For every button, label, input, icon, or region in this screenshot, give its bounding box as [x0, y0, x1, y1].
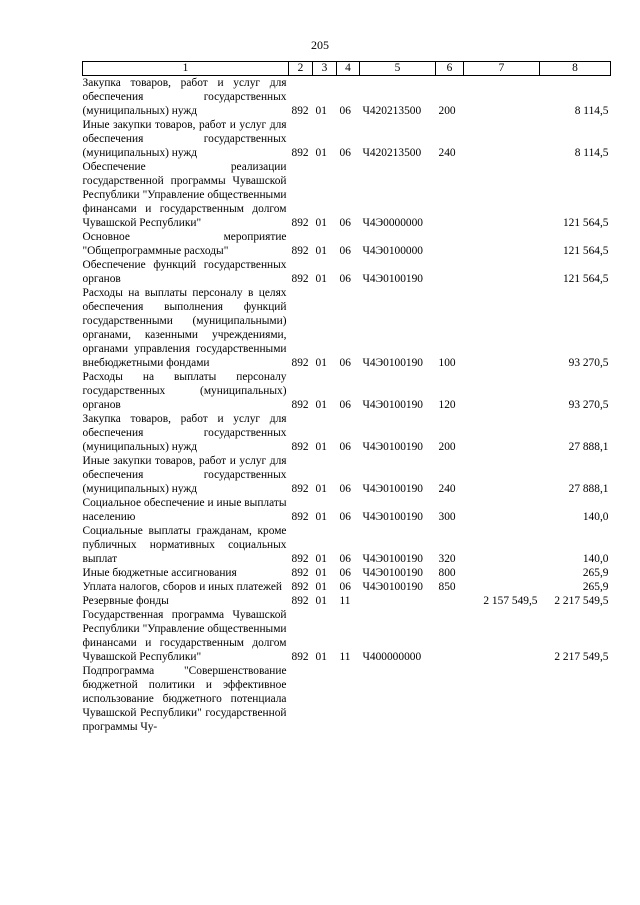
item-name: Расходы на выплаты персоналу государственных (муниципальных) органов [82, 371, 287, 411]
expense-type [436, 160, 464, 230]
expense-type: 800 [438, 567, 456, 579]
item-name: Социальные выплаты гражданам, кроме публичных нормативных социальных выплат [82, 525, 287, 565]
target-code: Ч420213500 [362, 147, 422, 159]
section-code: 01 [315, 651, 327, 663]
target-code: Ч400000000 [362, 651, 422, 663]
amount-col-7 [464, 258, 540, 286]
admin-code: 892 [291, 273, 309, 285]
header-row [83, 62, 611, 76]
item-name: Расходы на выплаты персоналу в целях обеспечения выполнения функций государственными (муниципальными) органами, казенными учреждениями, органами управления государственными внебюджетными фондами [82, 287, 287, 369]
subsection-code: 06 [339, 399, 351, 411]
target-code: Ч4Э0100000 [362, 245, 423, 257]
header-col-8: 8 [540, 62, 611, 76]
subsection-code: 11 [339, 651, 351, 663]
target-code: Ч4Э0000000 [362, 217, 423, 229]
amount-col-8: 2 217 549,5 [554, 595, 609, 607]
table-row [83, 496, 611, 524]
admin-code: 892 [291, 147, 309, 159]
budget-table [82, 61, 611, 734]
section-code: 01 [315, 273, 327, 285]
expense-type: 240 [438, 147, 456, 159]
subsection-code: 06 [339, 217, 351, 229]
amount-col-7 [464, 230, 540, 258]
subsection-code: 06 [339, 357, 351, 369]
amount-col-7 [464, 286, 540, 370]
admin-code: 892 [291, 595, 309, 607]
amount-col-7 [464, 454, 540, 496]
section-code: 01 [315, 553, 327, 565]
table-row [83, 594, 611, 608]
header-col-4: 4 [337, 62, 360, 76]
amount-col-7 [464, 76, 540, 119]
expense-type [436, 594, 464, 608]
target-code [360, 664, 436, 734]
admin-code: 892 [291, 511, 309, 523]
item-name: Иные закупки товаров, работ и услуг для обеспечения государственных (муниципальных) нужд [82, 455, 287, 495]
section-code: 01 [315, 483, 327, 495]
expense-type [436, 258, 464, 286]
admin-code: 892 [291, 483, 309, 495]
header-col-1: 1 [83, 62, 289, 76]
item-name: Уплата налогов, сборов и иных платежей [82, 581, 282, 593]
amount-col-8: 121 564,5 [562, 245, 609, 257]
expense-type: 240 [438, 483, 456, 495]
subsection-code: 06 [339, 567, 351, 579]
table-row [83, 454, 611, 496]
amount-col-8: 265,9 [582, 581, 609, 593]
table-row [83, 370, 611, 412]
target-code: Ч4Э0100190 [362, 567, 423, 579]
amount-col-7 [464, 118, 540, 160]
subsection-code: 06 [339, 441, 351, 453]
amount-col-7 [464, 580, 540, 594]
section-code: 01 [315, 399, 327, 411]
amount-col-8: 27 888,1 [568, 483, 609, 495]
amount-col-7 [464, 524, 540, 566]
header-col-2: 2 [289, 62, 313, 76]
amount-col-8: 2 217 549,5 [554, 651, 609, 663]
table-row [83, 580, 611, 594]
amount-col-7 [464, 370, 540, 412]
subsection-code: 06 [339, 511, 351, 523]
subsection-code: 06 [339, 245, 351, 257]
item-name: Основное мероприятие "Общепрограммные расходы" [82, 231, 287, 257]
amount-col-8: 27 888,1 [568, 441, 609, 453]
table-row [83, 524, 611, 566]
target-code: Ч4Э0100190 [362, 441, 423, 453]
item-name: Резервные фонды [82, 595, 169, 607]
section-code: 01 [315, 441, 327, 453]
item-name: Иные бюджетные ассигнования [82, 567, 237, 579]
amount-col-7 [464, 566, 540, 580]
expense-type [436, 230, 464, 258]
header-col-7: 7 [464, 62, 540, 76]
admin-code: 892 [291, 217, 309, 229]
target-code: Ч4Э0100190 [362, 399, 423, 411]
section-code: 01 [315, 511, 327, 523]
table-row [83, 76, 611, 119]
amount-col-7 [464, 608, 540, 664]
admin-code: 892 [291, 553, 309, 565]
amount-col-8: 8 114,5 [574, 147, 609, 159]
subsection-code: 06 [339, 553, 351, 565]
section-code: 01 [315, 105, 327, 117]
section-code: 01 [315, 581, 327, 593]
amount-col-7 [464, 160, 540, 230]
section-code: 01 [315, 567, 327, 579]
table-row [83, 258, 611, 286]
table-row [83, 118, 611, 160]
header-col-6: 6 [436, 62, 464, 76]
subsection-code: 11 [339, 595, 351, 607]
admin-code: 892 [291, 567, 309, 579]
target-code: Ч420213500 [362, 105, 422, 117]
item-name: Иные закупки товаров, работ и услуг для обеспечения государственных (муниципальных) нужд [82, 119, 287, 159]
expense-type [436, 608, 464, 664]
expense-type [436, 664, 464, 734]
expense-type: 850 [438, 581, 456, 593]
expense-type: 120 [438, 399, 456, 411]
admin-code: 892 [291, 581, 309, 593]
section-code [313, 664, 337, 734]
item-name: Закупка товаров, работ и услуг для обеспечения государственных (муниципальных) нужд [82, 77, 287, 117]
header-col-5: 5 [360, 62, 436, 76]
section-code: 01 [315, 245, 327, 257]
expense-type: 200 [438, 105, 456, 117]
table-row [83, 230, 611, 258]
table-row [83, 412, 611, 454]
amount-col-8 [540, 664, 611, 734]
table-row [83, 160, 611, 230]
table-body [83, 76, 611, 735]
target-code: Ч4Э0100190 [362, 273, 423, 285]
subsection-code: 06 [339, 273, 351, 285]
admin-code: 892 [291, 357, 309, 369]
target-code: Ч4Э0100190 [362, 357, 423, 369]
section-code: 01 [315, 595, 327, 607]
page-number: 205 [311, 38, 329, 52]
amount-col-7: 2 157 549,5 [483, 595, 538, 607]
item-name: Государственная программа Чувашской Республики "Управление общественными финансами и государственным долгом Чувашской Республики" [82, 609, 287, 663]
admin-code [289, 664, 313, 734]
amount-col-8: 265,9 [582, 567, 609, 579]
admin-code: 892 [291, 245, 309, 257]
amount-col-8: 8 114,5 [574, 105, 609, 117]
table-row [83, 608, 611, 664]
subsection-code: 06 [339, 581, 351, 593]
item-name: Обеспечение реализации государственной программы Чувашской Республики "Управление общественными финансами и государственным долгом Чувашской Республики" [82, 161, 287, 229]
amount-col-7 [464, 664, 540, 734]
section-code: 01 [315, 217, 327, 229]
item-name: Социальное обеспечение и иные выплаты населению [82, 497, 287, 523]
target-code: Ч4Э0100190 [362, 581, 423, 593]
expense-type: 200 [438, 441, 456, 453]
item-name: Подпрограмма "Совершенствование бюджетной политики и эффективное использование бюджетного потенциала Чувашской Республики" государственной программы Чу- [82, 665, 287, 733]
amount-col-8: 121 564,5 [562, 273, 609, 285]
table-row [83, 566, 611, 580]
expense-type: 320 [438, 553, 456, 565]
admin-code: 892 [291, 105, 309, 117]
item-name: Обеспечение функций государственных органов [82, 259, 287, 285]
section-code: 01 [315, 357, 327, 369]
admin-code: 892 [291, 651, 309, 663]
table-header [83, 62, 611, 76]
table-row [83, 286, 611, 370]
target-code: Ч4Э0100190 [362, 511, 423, 523]
header-col-3: 3 [313, 62, 337, 76]
table-row [83, 664, 611, 734]
amount-col-8: 93 270,5 [568, 357, 609, 369]
subsection-code: 06 [339, 147, 351, 159]
amount-col-8: 140,0 [582, 553, 609, 565]
target-code: Ч4Э0100190 [362, 483, 423, 495]
target-code: Ч4Э0100190 [362, 553, 423, 565]
item-name: Закупка товаров, работ и услуг для обеспечения государственных (муниципальных) нужд [82, 413, 287, 453]
amount-col-8: 121 564,5 [562, 217, 609, 229]
amount-col-7 [464, 496, 540, 524]
amount-col-8: 93 270,5 [568, 399, 609, 411]
expense-type: 100 [438, 357, 456, 369]
admin-code: 892 [291, 441, 309, 453]
section-code: 01 [315, 147, 327, 159]
admin-code: 892 [291, 399, 309, 411]
subsection-code: 06 [339, 105, 351, 117]
amount-col-8: 140,0 [582, 511, 609, 523]
target-code [360, 594, 436, 608]
subsection-code: 06 [339, 483, 351, 495]
expense-type: 300 [438, 511, 456, 523]
amount-col-7 [464, 412, 540, 454]
subsection-code [337, 664, 360, 734]
